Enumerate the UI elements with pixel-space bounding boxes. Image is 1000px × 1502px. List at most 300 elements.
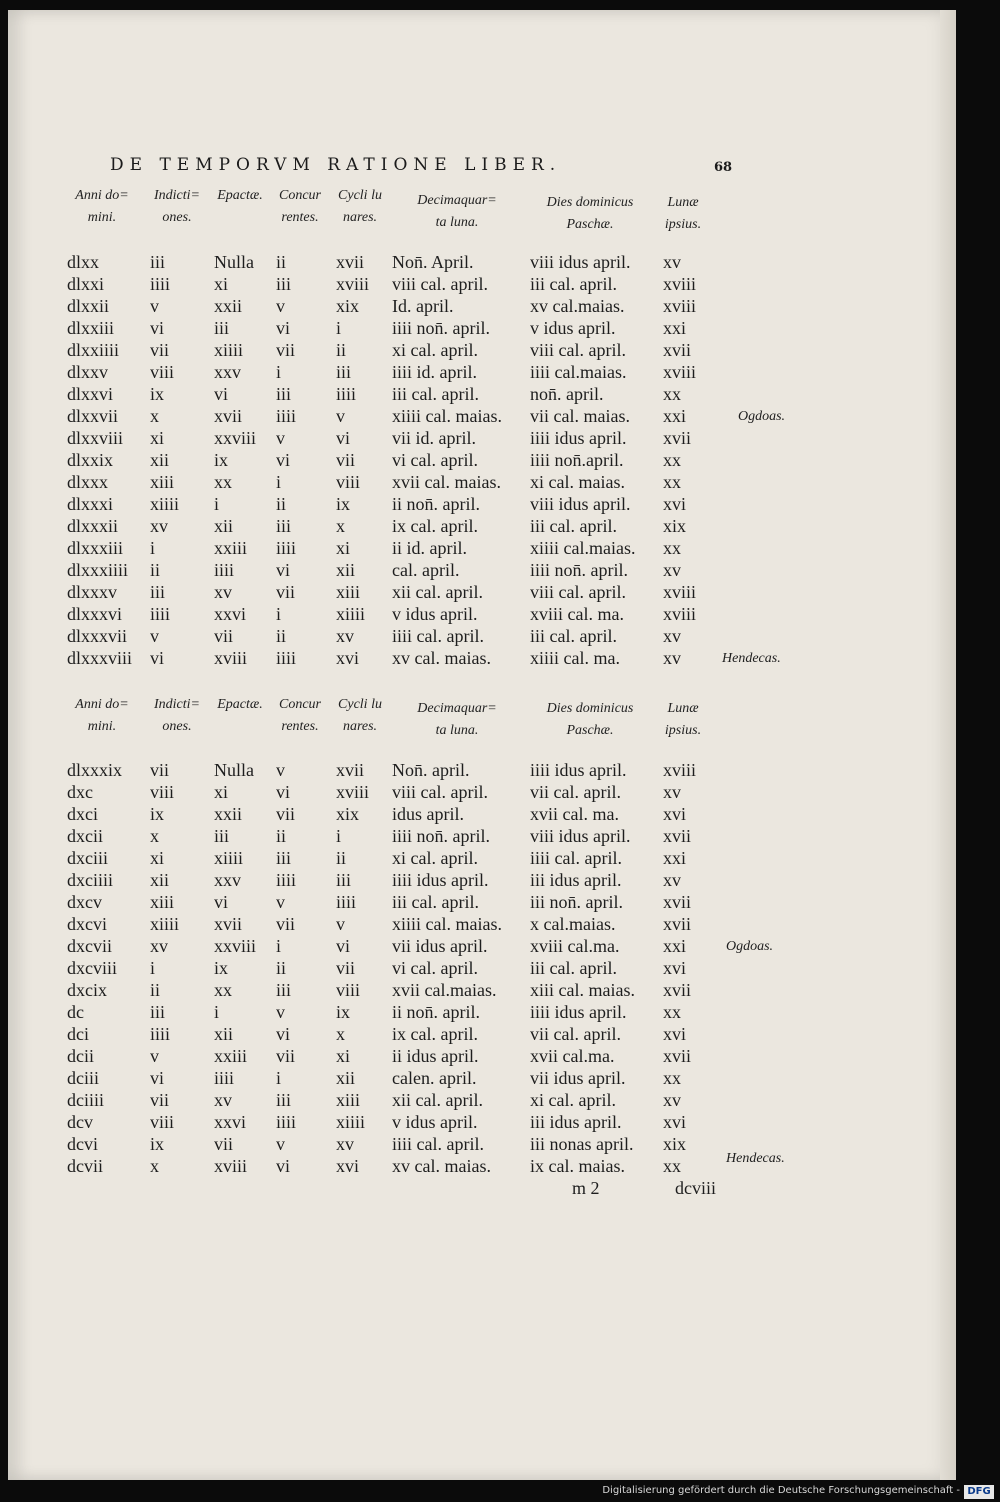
cell-luna: xix	[663, 516, 687, 536]
header-line: ta luna.	[435, 215, 479, 230]
header-line: Epactæ.	[217, 188, 263, 203]
header-line: nares.	[342, 210, 378, 225]
cell-decimaquarta: v idus april.	[392, 604, 478, 624]
cell-luna: xx	[663, 538, 681, 558]
cell-decimaquarta: Non̄. April.	[392, 252, 474, 272]
cell-luna: xvi	[663, 958, 687, 978]
cell-cyclus: xviii	[336, 274, 370, 294]
cell-concurrens: ii	[276, 252, 287, 272]
cell-epacta: vii	[214, 1134, 234, 1154]
cell-cyclus: xvii	[336, 760, 365, 780]
cell-cyclus: xix	[336, 804, 360, 824]
cell-anni: dcv	[67, 1112, 93, 1132]
cell-dies-dominicus: viii idus april.	[530, 826, 631, 846]
cell-concurrens: i	[276, 1068, 282, 1088]
cell-anni: dlxxxviii	[67, 648, 133, 668]
cell-indictio: vi	[150, 1068, 165, 1088]
cell-decimaquarta: iiii id. april.	[392, 362, 477, 382]
header-line: Paschæ.	[566, 723, 614, 738]
cell-cyclus: xii	[336, 560, 356, 580]
cell-epacta: xv	[214, 1090, 232, 1110]
cell-decimaquarta: vi cal. april.	[392, 450, 478, 470]
cell-concurrens: i	[276, 604, 282, 624]
cell-dies-dominicus: iiii cal. april.	[530, 848, 622, 868]
cell-decimaquarta: iii cal. april.	[392, 384, 479, 404]
header-epactae-1	[208, 185, 272, 207]
cell-dies-dominicus: viii cal. april.	[530, 582, 626, 602]
cell-cyclus: iii	[336, 870, 352, 890]
cell-epacta: xv	[214, 582, 232, 602]
cell-decimaquarta: ii id. april.	[392, 538, 467, 558]
cell-luna: xviii	[663, 582, 697, 602]
cell-indictio: iii	[150, 252, 166, 272]
cell-anni: dxcviii	[67, 958, 117, 978]
cell-dies-dominicus: iii idus april.	[530, 1112, 622, 1132]
cell-anni: dlxxv	[67, 362, 109, 382]
header-concurrentes-2	[268, 694, 332, 738]
cell-concurrens: v	[276, 428, 285, 448]
cell-decimaquarta: iiii non̄. april.	[392, 318, 490, 338]
cell-indictio: xi	[150, 428, 165, 448]
cell-decimaquarta: xiiii cal. maias.	[392, 914, 502, 934]
cell-indictio: vi	[150, 318, 165, 338]
cell-indictio: vii	[150, 1090, 170, 1110]
cell-concurrens: vii	[276, 582, 296, 602]
cell-dies-dominicus: iii cal. april.	[530, 626, 617, 646]
cell-dies-dominicus: xi cal. maias.	[530, 472, 625, 492]
cell-decimaquarta: cal. april.	[392, 560, 460, 580]
cell-decimaquarta: iiii non̄. april.	[392, 826, 490, 846]
cell-luna: xvii	[663, 428, 692, 448]
header-line: Decimaquar=	[417, 193, 497, 208]
cell-luna: xvi	[663, 494, 687, 514]
cell-cyclus: xi	[336, 538, 351, 558]
page-edge	[940, 10, 956, 1480]
cell-cyclus: i	[336, 826, 342, 846]
cell-decimaquarta: xii cal. april.	[392, 582, 483, 602]
cell-luna: xvii	[663, 340, 692, 360]
cell-indictio: xv	[150, 936, 168, 956]
cell-epacta: xxii	[214, 296, 243, 316]
cell-dies-dominicus: vii cal. april.	[530, 1024, 621, 1044]
cell-decimaquarta: calen. april.	[392, 1068, 477, 1088]
cell-anni: dxci	[67, 804, 98, 824]
cell-indictio: xiii	[150, 892, 175, 912]
cell-anni: dlxxx	[67, 472, 109, 492]
header-line: ipsius.	[664, 723, 702, 738]
cell-anni: dlxxxiii	[67, 538, 124, 558]
cell-dies-dominicus: iii cal. april.	[530, 516, 617, 536]
cell-concurrens: vii	[276, 1046, 296, 1066]
cell-decimaquarta: xvii cal.maias.	[392, 980, 497, 1000]
cell-dies-dominicus: viii idus april.	[530, 494, 631, 514]
cell-luna: xx	[663, 384, 681, 404]
cell-concurrens: vi	[276, 782, 291, 802]
cell-cyclus: x	[336, 1024, 345, 1044]
cell-epacta: iiii	[214, 1068, 235, 1088]
cell-decimaquarta: vi cal. april.	[392, 958, 478, 978]
cell-indictio: v	[150, 626, 159, 646]
cell-anni: dlxxviii	[67, 428, 124, 448]
cell-anni: dxcvii	[67, 936, 112, 956]
cell-epacta: xvii	[214, 406, 243, 426]
cell-decimaquarta: v idus april.	[392, 1112, 478, 1132]
cell-cyclus: xv	[336, 1134, 354, 1154]
header-cycli-2	[328, 694, 392, 738]
cell-concurrens: iii	[276, 516, 292, 536]
header-decimaquarta-1	[392, 190, 522, 234]
cell-luna: xv	[663, 648, 681, 668]
cell-concurrens: vi	[276, 1156, 291, 1176]
cell-decimaquarta: ix cal. april.	[392, 516, 478, 536]
cell-luna: xvii	[663, 826, 692, 846]
header-line: Anni do=	[75, 697, 129, 712]
header-dies-dominicus-2	[525, 698, 655, 742]
cell-anni: dlxxxi	[67, 494, 114, 514]
cell-epacta: xxiii	[214, 1046, 248, 1066]
cell-decimaquarta: ii non̄. april.	[392, 1002, 480, 1022]
cell-concurrens: iii	[276, 848, 292, 868]
cell-luna: xv	[663, 252, 681, 272]
cell-indictio: iii	[150, 582, 166, 602]
cell-cyclus: xiiii	[336, 1112, 366, 1132]
cell-epacta: xxv	[214, 870, 241, 890]
cell-dies-dominicus: iiii non̄.april.	[530, 450, 624, 470]
header-decimaquarta-2	[392, 698, 522, 742]
header-line: Concur	[279, 697, 321, 712]
cell-cyclus: vii	[336, 450, 356, 470]
cell-concurrens: iiii	[276, 406, 297, 426]
cell-anni: dlxxii	[67, 296, 110, 316]
cell-luna: xvii	[663, 1046, 692, 1066]
cell-indictio: ix	[150, 384, 165, 404]
cell-cyclus: v	[336, 914, 345, 934]
cell-dies-dominicus: iiii non̄. april.	[530, 560, 628, 580]
cell-anni: dxcix	[67, 980, 107, 1000]
cell-cyclus: xviii	[336, 782, 370, 802]
cell-decimaquarta: idus april.	[392, 804, 464, 824]
cell-indictio: iiii	[150, 604, 171, 624]
footer-bar	[0, 1483, 1000, 1502]
cell-decimaquarta: vii id. april.	[392, 428, 476, 448]
catchword: dcviii	[675, 1178, 716, 1198]
cell-cyclus: xvii	[336, 252, 365, 272]
cell-indictio: xv	[150, 516, 168, 536]
cell-anni: dxc	[67, 782, 93, 802]
cell-indictio: i	[150, 958, 156, 978]
cell-anni: dlxxxix	[67, 760, 123, 780]
cell-dies-dominicus: xv cal.maias.	[530, 296, 625, 316]
cell-dies-dominicus: xi cal. april.	[530, 1090, 616, 1110]
cell-indictio: x	[150, 1156, 159, 1176]
cell-cyclus: x	[336, 516, 345, 536]
cell-concurrens: iiii	[276, 648, 297, 668]
cell-decimaquarta: iiii cal. april.	[392, 626, 484, 646]
cell-anni: dxcii	[67, 826, 103, 846]
cell-epacta: xxvi	[214, 604, 247, 624]
header-line: Dies dominicus	[546, 195, 634, 210]
cell-dies-dominicus: viii cal. april.	[530, 340, 626, 360]
cell-epacta: i	[214, 1002, 220, 1022]
cell-anni: dciiii	[67, 1090, 104, 1110]
cell-anni: dxciii	[67, 848, 108, 868]
cell-indictio: ii	[150, 560, 161, 580]
cell-anni: dc	[67, 1002, 84, 1022]
header-line: rentes.	[281, 210, 319, 225]
cell-epacta: xxii	[214, 804, 243, 824]
cell-decimaquarta: iiii cal. april.	[392, 1134, 484, 1154]
header-line: Concur	[279, 188, 321, 203]
cell-cyclus: xix	[336, 296, 360, 316]
cell-cyclus: viii	[336, 472, 361, 492]
header-concurrentes-1	[268, 185, 332, 229]
cell-indictio: i	[150, 538, 156, 558]
cell-epacta: xiiii	[214, 848, 244, 868]
cell-dies-dominicus: iiii cal.maias.	[530, 362, 627, 382]
cell-cyclus: v	[336, 406, 345, 426]
cell-indictio: xi	[150, 848, 165, 868]
header-line: mini.	[87, 719, 117, 734]
cell-cyclus: viii	[336, 980, 361, 1000]
cell-cyclus: iiii	[336, 384, 357, 404]
cell-indictio: xii	[150, 450, 170, 470]
cell-cyclus: xvi	[336, 648, 360, 668]
cell-decimaquarta: Id. april.	[392, 296, 454, 316]
cell-concurrens: i	[276, 472, 282, 492]
cell-anni: dlxx	[67, 252, 100, 272]
note-ogdoas: Ogdoas.	[726, 939, 774, 954]
header-line: Lunæ	[667, 195, 699, 210]
cell-luna: xviii	[663, 604, 697, 624]
cell-luna: xv	[663, 1090, 681, 1110]
cell-epacta: xxviii	[214, 936, 257, 956]
cell-anni: dlxxxii	[67, 516, 119, 536]
cell-indictio: viii	[150, 1112, 175, 1132]
header-line: Anni do=	[75, 188, 129, 203]
cell-epacta: vi	[214, 384, 229, 404]
cell-cyclus: ii	[336, 848, 347, 868]
cell-concurrens: iii	[276, 1090, 292, 1110]
cell-dies-dominicus: iiii idus april.	[530, 1002, 627, 1022]
header-line: Indicti=	[154, 697, 200, 712]
header-lunae-2	[655, 698, 711, 742]
cell-epacta: xii	[214, 1024, 234, 1044]
cell-dies-dominicus: iii cal. april.	[530, 958, 617, 978]
cell-epacta: vi	[214, 892, 229, 912]
cell-luna: xvii	[663, 892, 692, 912]
cell-indictio: vii	[150, 760, 170, 780]
cell-concurrens: vi	[276, 1024, 291, 1044]
cell-epacta: vii	[214, 626, 234, 646]
note-hendecas: Hendecas.	[726, 1151, 785, 1166]
cell-epacta: xiiii	[214, 340, 244, 360]
cell-dies-dominicus: iiii idus april.	[530, 760, 627, 780]
cell-anni: dxcvi	[67, 914, 107, 934]
cell-decimaquarta: viii cal. april.	[392, 274, 488, 294]
cell-anni: dlxxxv	[67, 582, 118, 602]
cell-dies-dominicus: iii cal. april.	[530, 274, 617, 294]
cell-dies-dominicus: iii idus april.	[530, 870, 622, 890]
cell-indictio: iiii	[150, 1024, 171, 1044]
cell-concurrens: i	[276, 362, 282, 382]
cell-indictio: xiiii	[150, 494, 180, 514]
cell-dies-dominicus: xiii cal. maias.	[530, 980, 635, 1000]
cell-indictio: ii	[150, 980, 161, 1000]
cell-concurrens: v	[276, 892, 285, 912]
cell-decimaquarta: xv cal. maias.	[392, 1156, 491, 1176]
cell-anni: dcvii	[67, 1156, 103, 1176]
running-head: DE TEMPORVM RATIONE LIBER.	[110, 155, 562, 175]
cell-luna: xx	[663, 450, 681, 470]
cell-indictio: viii	[150, 782, 175, 802]
cell-concurrens: v	[276, 296, 285, 316]
footer-credit: Digitalisierung gefördert durch die Deutsche Forschungsgemeinschaft -	[602, 1485, 960, 1496]
signature-mark: m 2	[572, 1178, 600, 1198]
cell-anni: dlxxvii	[67, 406, 119, 426]
cell-epacta: xxv	[214, 362, 241, 382]
cell-dies-dominicus: non̄. april.	[530, 384, 604, 404]
cell-indictio: xiiii	[150, 914, 180, 934]
cell-luna: xviii	[663, 760, 697, 780]
header-line: ipsius.	[664, 217, 702, 232]
cell-decimaquarta: iii cal. april.	[392, 892, 479, 912]
cell-dies-dominicus: vii cal. april.	[530, 782, 621, 802]
header-line: Dies dominicus	[546, 701, 634, 716]
header-line: mini.	[87, 210, 117, 225]
cell-anni: dlxxix	[67, 450, 114, 470]
cell-dies-dominicus: xiiii cal.maias.	[530, 538, 636, 558]
cell-luna: xx	[663, 1068, 681, 1088]
folio-number: 68	[714, 160, 733, 175]
cell-dies-dominicus: x cal.maias.	[530, 914, 616, 934]
cell-luna: xxi	[663, 936, 687, 956]
cell-luna: xviii	[663, 362, 697, 382]
cell-luna: xv	[663, 870, 681, 890]
cell-anni: dlxxvi	[67, 384, 114, 404]
cell-luna: xix	[663, 1134, 687, 1154]
cell-dies-dominicus: vii idus april.	[530, 1068, 626, 1088]
cell-anni: dxcv	[67, 892, 102, 912]
cell-anni: dcvi	[67, 1134, 98, 1154]
cell-epacta: xxiii	[214, 538, 248, 558]
cell-cyclus: i	[336, 318, 342, 338]
cell-dies-dominicus: iii non̄. april.	[530, 892, 623, 912]
cell-decimaquarta: ii non̄. april.	[392, 494, 480, 514]
cell-concurrens: v	[276, 1002, 285, 1022]
cell-decimaquarta: ix cal. april.	[392, 1024, 478, 1044]
cell-dies-dominicus: iii nonas april.	[530, 1134, 634, 1154]
cell-concurrens: ii	[276, 958, 287, 978]
header-line: ta luna.	[435, 723, 479, 738]
cell-concurrens: ii	[276, 626, 287, 646]
cell-dies-dominicus: ix cal. maias.	[530, 1156, 625, 1176]
cell-cyclus: vi	[336, 428, 351, 448]
cell-luna: xvi	[663, 804, 687, 824]
cell-epacta: xi	[214, 782, 229, 802]
cell-cyclus: xvi	[336, 1156, 360, 1176]
note-hendecas: Hendecas.	[722, 651, 781, 666]
header-line: Epactæ.	[217, 697, 263, 712]
cell-epacta: Nulla	[214, 252, 254, 272]
cell-luna: xviii	[663, 296, 697, 316]
cell-cyclus: xiii	[336, 582, 361, 602]
cell-epacta: xii	[214, 516, 234, 536]
cell-anni: dci	[67, 1024, 89, 1044]
cell-epacta: xx	[214, 472, 232, 492]
cell-anni: dlxxxvii	[67, 626, 128, 646]
cell-dies-dominicus: iiii idus april.	[530, 428, 627, 448]
dfg-logo: DFG	[964, 1485, 994, 1499]
cell-epacta: xviii	[214, 1156, 248, 1176]
cell-concurrens: vi	[276, 318, 291, 338]
cell-cyclus: vii	[336, 958, 356, 978]
cell-epacta: xvii	[214, 914, 243, 934]
cell-luna: xxi	[663, 406, 687, 426]
cell-concurrens: iii	[276, 274, 292, 294]
cell-epacta: xviii	[214, 648, 248, 668]
cell-cyclus: ii	[336, 340, 347, 360]
cell-decimaquarta: vii idus april.	[392, 936, 488, 956]
header-indictiones-1	[144, 185, 210, 229]
cell-concurrens: vii	[276, 914, 296, 934]
cell-concurrens: iiii	[276, 1112, 297, 1132]
cell-concurrens: v	[276, 760, 285, 780]
cell-anni: dciii	[67, 1068, 99, 1088]
cell-epacta: ix	[214, 450, 229, 470]
cell-indictio: xii	[150, 870, 170, 890]
cell-cyclus: xv	[336, 626, 354, 646]
cell-decimaquarta: iiii idus april.	[392, 870, 489, 890]
cell-concurrens: iiii	[276, 538, 297, 558]
cell-epacta: xi	[214, 274, 229, 294]
cell-cyclus: xiiii	[336, 604, 366, 624]
cell-epacta: xxviii	[214, 428, 257, 448]
cell-decimaquarta: xiiii cal. maias.	[392, 406, 502, 426]
cell-indictio: x	[150, 826, 159, 846]
header-line: Lunæ	[667, 701, 699, 716]
cell-dies-dominicus: viii idus april.	[530, 252, 631, 272]
cell-dies-dominicus: xiiii cal. ma.	[530, 648, 620, 668]
cell-luna: xx	[663, 1156, 681, 1176]
cell-concurrens: vi	[276, 450, 291, 470]
cell-cyclus: vi	[336, 936, 351, 956]
cell-indictio: ix	[150, 804, 165, 824]
cell-decimaquarta: xi cal. april.	[392, 848, 478, 868]
cell-cyclus: ix	[336, 1002, 351, 1022]
cell-decimaquarta: xii cal. april.	[392, 1090, 483, 1110]
cell-decimaquarta: viii cal. april.	[392, 782, 488, 802]
header-lunae-1	[655, 192, 711, 236]
cell-luna: xx	[663, 472, 681, 492]
header-line: Paschæ.	[566, 217, 614, 232]
header-line: Decimaquar=	[417, 701, 497, 716]
cell-concurrens: ii	[276, 494, 287, 514]
cell-luna: xv	[663, 782, 681, 802]
cell-cyclus: xiii	[336, 1090, 361, 1110]
cell-concurrens: v	[276, 1134, 285, 1154]
cell-anni: dcii	[67, 1046, 94, 1066]
cell-concurrens: vi	[276, 560, 291, 580]
cell-epacta: xx	[214, 980, 232, 1000]
cell-luna: xx	[663, 1002, 681, 1022]
cell-indictio: viii	[150, 362, 175, 382]
cell-decimaquarta: Non̄. april.	[392, 760, 470, 780]
cell-indictio: v	[150, 1046, 159, 1066]
cell-cyclus: xi	[336, 1046, 351, 1066]
cell-epacta: iii	[214, 318, 230, 338]
header-line: nares.	[342, 719, 378, 734]
cell-luna: xv	[663, 626, 681, 646]
